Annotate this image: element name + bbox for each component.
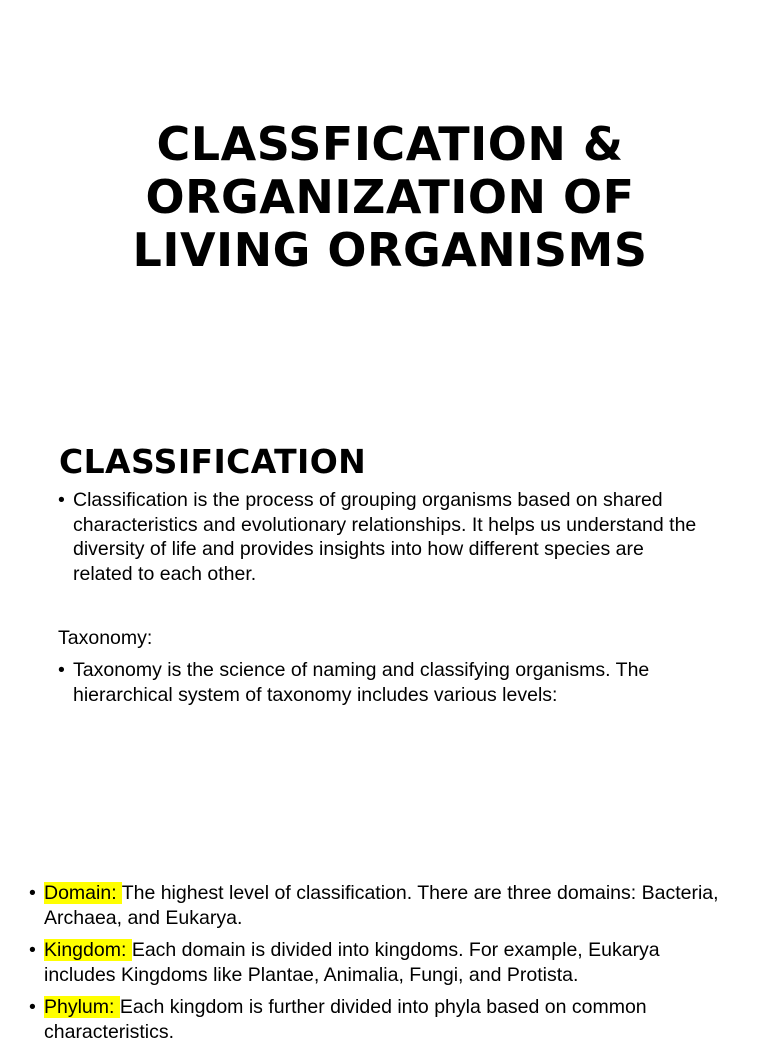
list-item-text [44, 995, 729, 1044]
bullet-icon: • [29, 996, 36, 1018]
title-line-3: LIVING ORGANISMS [132, 223, 648, 277]
bullet-icon: • [58, 489, 65, 511]
taxonomy-bullet [58, 658, 708, 707]
bullet-icon: • [58, 659, 65, 681]
classification-bullet [58, 488, 708, 586]
page-title [0, 118, 780, 277]
list-item-kingdom [29, 938, 729, 987]
term-description: Each domain is divided into kingdoms. For example, Eukarya includes Kingdoms like Plantae, Animalia, Fungi, and Protista. [44, 939, 660, 986]
list-item-text [44, 938, 729, 987]
term-description: The highest level of classification. There are three domains: Bacteria, Archaea, and Eukarya. [44, 882, 719, 929]
highlighted-term: Kingdom: [44, 939, 132, 961]
title-line-2: ORGANIZATION OF [145, 170, 635, 224]
taxonomy-text: Taxonomy is the science of naming and classifying organisms. The hierarchical system of taxonomy includes various levels: [73, 659, 650, 706]
title-line-1: CLASSFICATION & [156, 117, 624, 171]
list-item-text [44, 881, 729, 930]
bullet-icon: • [29, 939, 36, 961]
classification-text: Classification is the process of grouping organisms based on shared characteristics and evolutionary relationships. It helps us understand the diversity of life and provides insights into how different species are related to each other. [73, 489, 697, 585]
list-item-domain [29, 881, 729, 930]
highlighted-term: Phylum: [44, 996, 120, 1018]
term-description: Each kingdom is further divided into phyla based on common characteristics. [44, 996, 647, 1043]
highlighted-term: Domain: [44, 882, 122, 904]
list-item-phylum [29, 995, 729, 1044]
taxonomy-label: Taxonomy: [58, 627, 153, 649]
bullet-icon: • [29, 882, 36, 904]
section-heading: CLASSIFICATION [59, 442, 367, 481]
